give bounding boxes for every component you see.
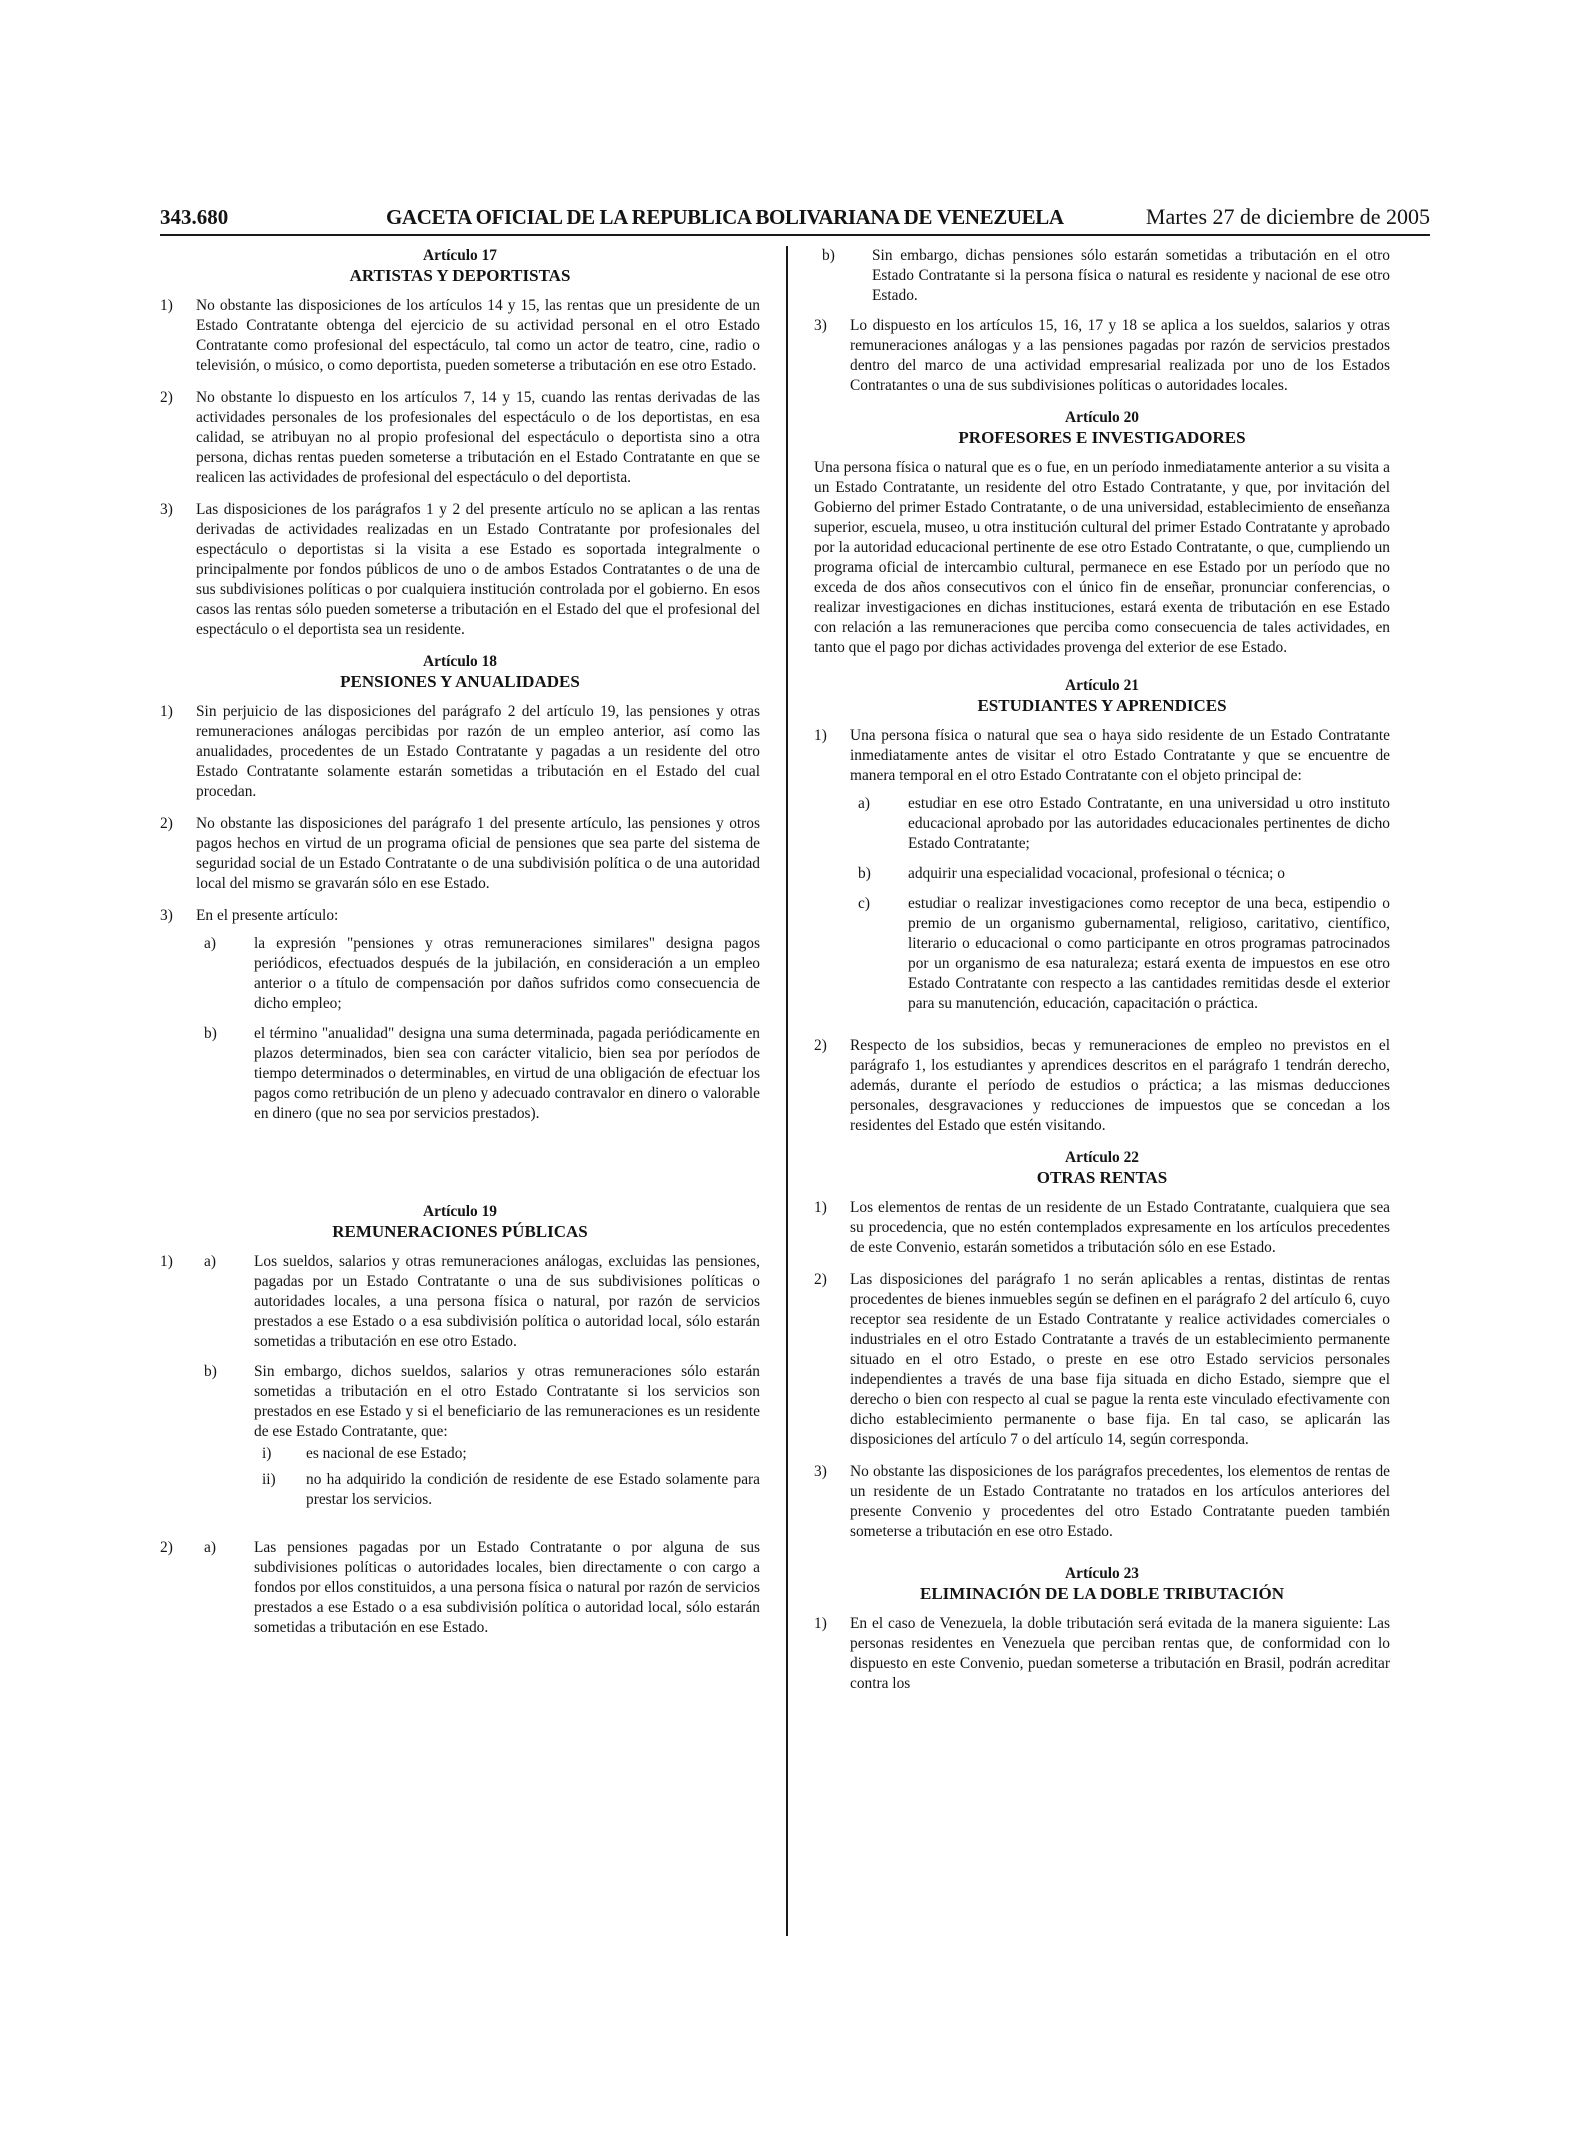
paragraph: 1) a) Los sueldos, salarios y otras remuneraciones análogas, excluidas las pensiones, pagadas por un Estado Contratante o una de sus subdivisiones políticas o autoridades locales, a una persona física o natural, por razón de servicios prestados a ese Estado o a esa subdivisión política o autoridad local, sólo estarán sometidas a tributación en ese otro Estado. b) Sin embargo, dichos sueldos, salarios y otras remuneraciones sólo estarán sometidas a tributación en el otro Estado Contratante si los servicios son prestados en ese Estado y si el beneficiario de las remuneraciones es un residente de ese Estado Contratante, que: i) es nacional de ese Estado; ii) no ha adquirido la condición de residente de ese Estado solamente para prestar los servicios. bbox=[160, 1252, 760, 1526]
paragraph: 2) No obstante las disposiciones del parágrafo 1 del presente artículo, las pensiones y otros pagos hechos en virtud de un programa oficial de pensiones que sea parte del sistema de seguridad social de un Estado Contratante o de una subdivisión política o de una autoridad local del mismo se gravarán sólo en ese Estado. bbox=[160, 815, 760, 892]
sub-paragraph: b) Sin embargo, dichos sueldos, salarios y otras remuneraciones sólo estarán sometidas a tributación en el otro Estado Contratante si los servicios son prestados en ese Estado y si el beneficiario de las remuneraciones es un residente de ese Estado Contratante, que: i) es nacional de ese Estado; ii) no ha adquirido la condición de residente de ese Estado solamente para prestar los servicios. bbox=[204, 1363, 760, 1508]
article-label: Artículo 23 bbox=[1065, 1565, 1139, 1582]
paragraph: 3) Las disposiciones de los parágrafos 1 y 2 del presente artículo no se aplican a las rentas derivadas de actividades realizadas en un Estado Contratante por profesionales del espectáculo o deportistas si la visita a ese Estado es soportada integralmente o principalmente por fondos públicos de uno o de ambos Estados Contratantes o de una de sus subdivisiones políticas o por cualquiera institución controlada por el gobierno. En esos casos las rentas sólo pueden someterse a tributación en el Estado del que el profesional del espectáculo o el deportista sea un residente. bbox=[160, 501, 760, 638]
article-title: ELIMINACIÓN DE LA DOBLE TRIBUTACIÓN bbox=[920, 1584, 1284, 1603]
article-heading bbox=[814, 408, 1390, 448]
paragraph: 3) No obstante las disposiciones de los parágrafos precedentes, los elementos de rentas de un residente de un Estado Contratante no tratados en los artículos anteriores del presente Convenio y procedentes del otro Estado Contratante pueden también someterse a tributación en ese otro Estado. bbox=[814, 1463, 1390, 1540]
article-label: Artículo 19 bbox=[423, 1203, 497, 1220]
page-header bbox=[160, 204, 1430, 236]
sub-paragraph: b) el término "anualidad" designa una suma determinada, pagada periódicamente en plazos determinados, bien sea con carácter vitalicio, bien sea por períodos de tiempo determinados o determinables, en virtud de una obligación de efectuar los pagos como retribución de un pleno y adecuado contravalor en dinero o valorable en dinero (que no sea por servicios prestados). bbox=[204, 1025, 760, 1122]
right-column bbox=[814, 246, 1390, 1706]
paragraph: 3) En el presente artículo: a) la expresión "pensiones y otras remuneraciones similares" designa pagos periódicos, efectuados después de la jubilación, en consideración a un empleo anterior o a título de compensación por daños sufridos como consecuencia de dicho empleo; b) el término "anualidad" designa una suma determinada, pagada periódicamente en plazos determinados, bien sea con carácter vitalicio, bien sea por períodos de tiempo determinados o determinables, en virtud de una obligación de efectuar los pagos como retribución de un pleno y adecuado contravalor en dinero o valorable en dinero (que no sea por servicios prestados). bbox=[160, 907, 760, 1122]
sub-sub-paragraph: i) es nacional de ese Estado; bbox=[262, 1445, 467, 1462]
article-title: PROFESORES E INVESTIGADORES bbox=[958, 428, 1246, 447]
sub-paragraph: b) adquirir una especialidad vocacional, profesional o técnica; o bbox=[858, 865, 1285, 882]
left-column bbox=[160, 246, 760, 1660]
sub-paragraph: a) la expresión "pensiones y otras remuneraciones similares" designa pagos periódicos, efectuados después de la jubilación, en consideración a un empleo anterior o a título de compensación por daños sufridos como consecuencia de dicho empleo; bbox=[204, 935, 760, 1012]
paragraph: 2) No obstante lo dispuesto en los artículos 7, 14 y 15, cuando las rentas derivadas de las actividades personales de los profesionales del espectáculo o de los deportistas, en esa calidad, se atribuyan no al propio profesional del espectáculo o deportista sino a otra persona, dichas rentas pueden someterse a tributación en el Estado Contratante en que se realicen las actividades de profesional del espectáculo o del deportista. bbox=[160, 389, 760, 486]
paragraph: 1) Sin perjuicio de las disposiciones del parágrafo 2 del artículo 19, las pensiones y otras remuneraciones análogas percibidas por razón de un empleo anterior, así como las anualidades, procedentes de un Estado Contratante y pagadas a un residente del otro Estado Contratante solamente estarán sometidas a tributación en el Estado del cual procedan. bbox=[160, 703, 760, 800]
paragraph: 3) Lo dispuesto en los artículos 15, 16, 17 y 18 se aplica a los sueldos, salarios y otras remuneraciones análogas y a las pensiones pagadas por razón de servicios prestados dentro del marco de una actividad empresarial realizada por uno de los Estados Contratantes o una de sus subdivisiones políticas o autoridades locales. bbox=[814, 317, 1390, 394]
article-heading bbox=[814, 1148, 1390, 1188]
sub-paragraph: a) Los sueldos, salarios y otras remuneraciones análogas, excluidas las pensiones, pagadas por un Estado Contratante o una de sus subdivisiones políticas o autoridades locales, a una persona física o natural, por razón de servicios prestados a ese Estado o a esa subdivisión política o autoridad local, sólo estarán sometidas a tributación en ese otro Estado. bbox=[204, 1253, 760, 1350]
sub-paragraph: a) Las pensiones pagadas por un Estado Contratante o por alguna de sus subdivisiones políticas o autoridades locales, bien directamente o con cargo a fondos por ellos constituidos, a una persona física o natural por razón de servicios prestados a ese Estado o a esa subdivisión política o autoridad local, sólo estarán sometidas a tributación en ese Estado. bbox=[204, 1539, 760, 1636]
column-divider bbox=[786, 246, 788, 1936]
article-title: REMUNERACIONES PÚBLICAS bbox=[332, 1222, 588, 1241]
sub-paragraph: c) estudiar o realizar investigaciones como receptor de una beca, estipendio o premio de un organismo gubernamental, religioso, caritativo, científico, literario o educacional o como participante en otros programas patrocinados por un organismo de esa naturaleza; estará exenta de impuestos en ese otro Estado Contratante con respecto a las cantidades remitidas desde el exterior para su manutención, educación, capacitación o práctica. bbox=[858, 895, 1390, 1012]
publication-title: GACETA OFICIAL DE LA REPUBLICA BOLIVARIANA DE VENEZUELA bbox=[386, 205, 1064, 229]
article-heading bbox=[160, 1202, 760, 1242]
page-number: 343.680 bbox=[160, 205, 229, 229]
article-title: OTRAS RENTAS bbox=[1036, 1168, 1168, 1187]
article-heading bbox=[160, 246, 760, 286]
sub-paragraph: a) estudiar en ese otro Estado Contratante, en una universidad u otro instituto educacional aprobado por las autoridades educacionales pertinentes de dicho Estado Contratante; bbox=[858, 795, 1390, 852]
sub-paragraph: b) Sin embargo, dichas pensiones sólo estarán sometidas a tributación en el otro Estado Contratante si la persona física o natural es residente y nacional de ese otro Estado. bbox=[822, 247, 1390, 304]
paragraph: 1) Los elementos de rentas de un residente de un Estado Contratante, cualquiera que sea su procedencia, que no estén contemplados expresamente en los artículos precedentes de este Convenio, estarán sometidos a tributación sólo en ese Estado. bbox=[814, 1199, 1390, 1256]
issue-date: Martes 27 de diciembre de 2005 bbox=[1145, 204, 1430, 229]
article-heading bbox=[814, 1564, 1390, 1604]
article-label: Artículo 17 bbox=[423, 247, 497, 264]
article-title: ESTUDIANTES Y APRENDICES bbox=[977, 696, 1227, 715]
article-heading bbox=[160, 652, 760, 692]
article-label: Artículo 22 bbox=[1065, 1149, 1139, 1166]
article-heading bbox=[814, 676, 1390, 716]
paragraph: 2) Respecto de los subsidios, becas y remuneraciones de empleo no previstos en el parágrafo 1, los estudiantes y aprendices descritos en el parágrafo 1 tendrán derecho, además, durante el período de estudios o práctica; a las mismas deducciones personales, desgravaciones y reducciones de impuestos que se concedan a los residentes del Estado que estén visitando. bbox=[814, 1037, 1390, 1134]
article-title: PENSIONES Y ANUALIDADES bbox=[340, 672, 580, 691]
paragraph: 1) En el caso de Venezuela, la doble tributación será evitada de la manera siguiente: Las personas residentes en Venezuela que perciban rentas que, de conformidad con lo dispuesto en este Convenio, puedan someterse a tributación en Brasil, podrán acreditar contra los bbox=[814, 1615, 1390, 1692]
article-label: Artículo 21 bbox=[1065, 677, 1139, 694]
sub-sub-paragraph: ii) no ha adquirido la condición de residente de ese Estado solamente para prestar los servicios. bbox=[262, 1471, 760, 1508]
paragraph: 1) No obstante las disposiciones de los artículos 14 y 15, las rentas que un presidente de un Estado Contratante obtenga del ejercicio de su actividad personal en el otro Estado Contratante como profesional del espectáculo, tal como un actor de teatro, cine, radio o televisión, o músico, o como deportista, pueden someterse a tributación en ese otro Estado. bbox=[160, 297, 760, 374]
paragraph: 1) Una persona física o natural que sea o haya sido residente de un Estado Contratante inmediatamente antes de visitar el otro Estado Contratante y que se encuentre de manera temporal en el otro Estado Contratante con el objeto principal de: a) estudiar en ese otro Estado Contratante, en una universidad u otro instituto educacional aprobado por las autoridades educacionales pertinentes de dicho Estado Contratante; b) adquirir una especialidad vocacional, profesional o técnica; o c) estudiar o realizar investigaciones como receptor de una beca, estipendio o premio de un organismo gubernamental, religioso, caritativo, científico, literario o educacional o como participante en otros programas patrocinados por un organismo de esa naturaleza; estará exenta de impuestos en ese otro Estado Contratante con respecto a las cantidades remitidas desde el exterior para su manutención, educación, capacitación o práctica. bbox=[814, 727, 1390, 1012]
paragraph: 2) Las disposiciones del parágrafo 1 no serán aplicables a rentas, distintas de rentas procedentes de bienes inmuebles según se definen en el parágrafo 2 del artículo 6, cuyo receptor sea residente de un Estado Contratante y realice actividades comerciales o industriales en el otro Estado Contratante a través de un establecimiento permanente situado en el otro Estado, o preste en ese otro Estado servicios personales independientes a través de una base fija situada en dicho Estado, siempre que el derecho o bien con respecto al cual se pague la renta este vinculado efectivamente con dicho establecimiento permanente o base fija. En tal caso, se aplicarán las disposiciones del artículo 7 o del artículo 14, según corresponda. bbox=[814, 1271, 1390, 1448]
article-label: Artículo 18 bbox=[423, 653, 497, 670]
article-title: ARTISTAS Y DEPORTISTAS bbox=[349, 266, 571, 285]
article-label: Artículo 20 bbox=[1065, 409, 1139, 426]
paragraph: 2) a) Las pensiones pagadas por un Estado Contratante o por alguna de sus subdivisiones políticas o autoridades locales, bien directamente o con cargo a fondos por ellos constituidos, a una persona física o natural por razón de servicios prestados a ese Estado o a esa subdivisión política o autoridad local, sólo estarán sometidas a tributación en ese Estado. bbox=[160, 1539, 760, 1636]
paragraph: Una persona física o natural que es o fue, en un período inmediatamente anterior a su visita a un Estado Contratante, un residente del otro Estado Contratante, y que, por invitación del Gobierno del primer Estado Contratante, o de una universidad, establecimiento de enseñanza superior, escuela, museo, u otra institución cultural del primer Estado Contratante y aprobado por la autoridad educacional pertinente de ese otro Estado Contratante, o que, cumpliendo un programa oficial de intercambio cultural, permanece en ese Estado por un período que no exceda de dos años consecutivos con el único fin de enseñar, pronunciar conferencias, o realizar investigaciones en dichas instituciones, estará exenta de tributación en ese Estado con relación a las remuneraciones que perciba como consecuencia de tales actividades, en tanto que el pago por dichas actividades provenga del exterior de ese Estado. bbox=[814, 459, 1390, 656]
